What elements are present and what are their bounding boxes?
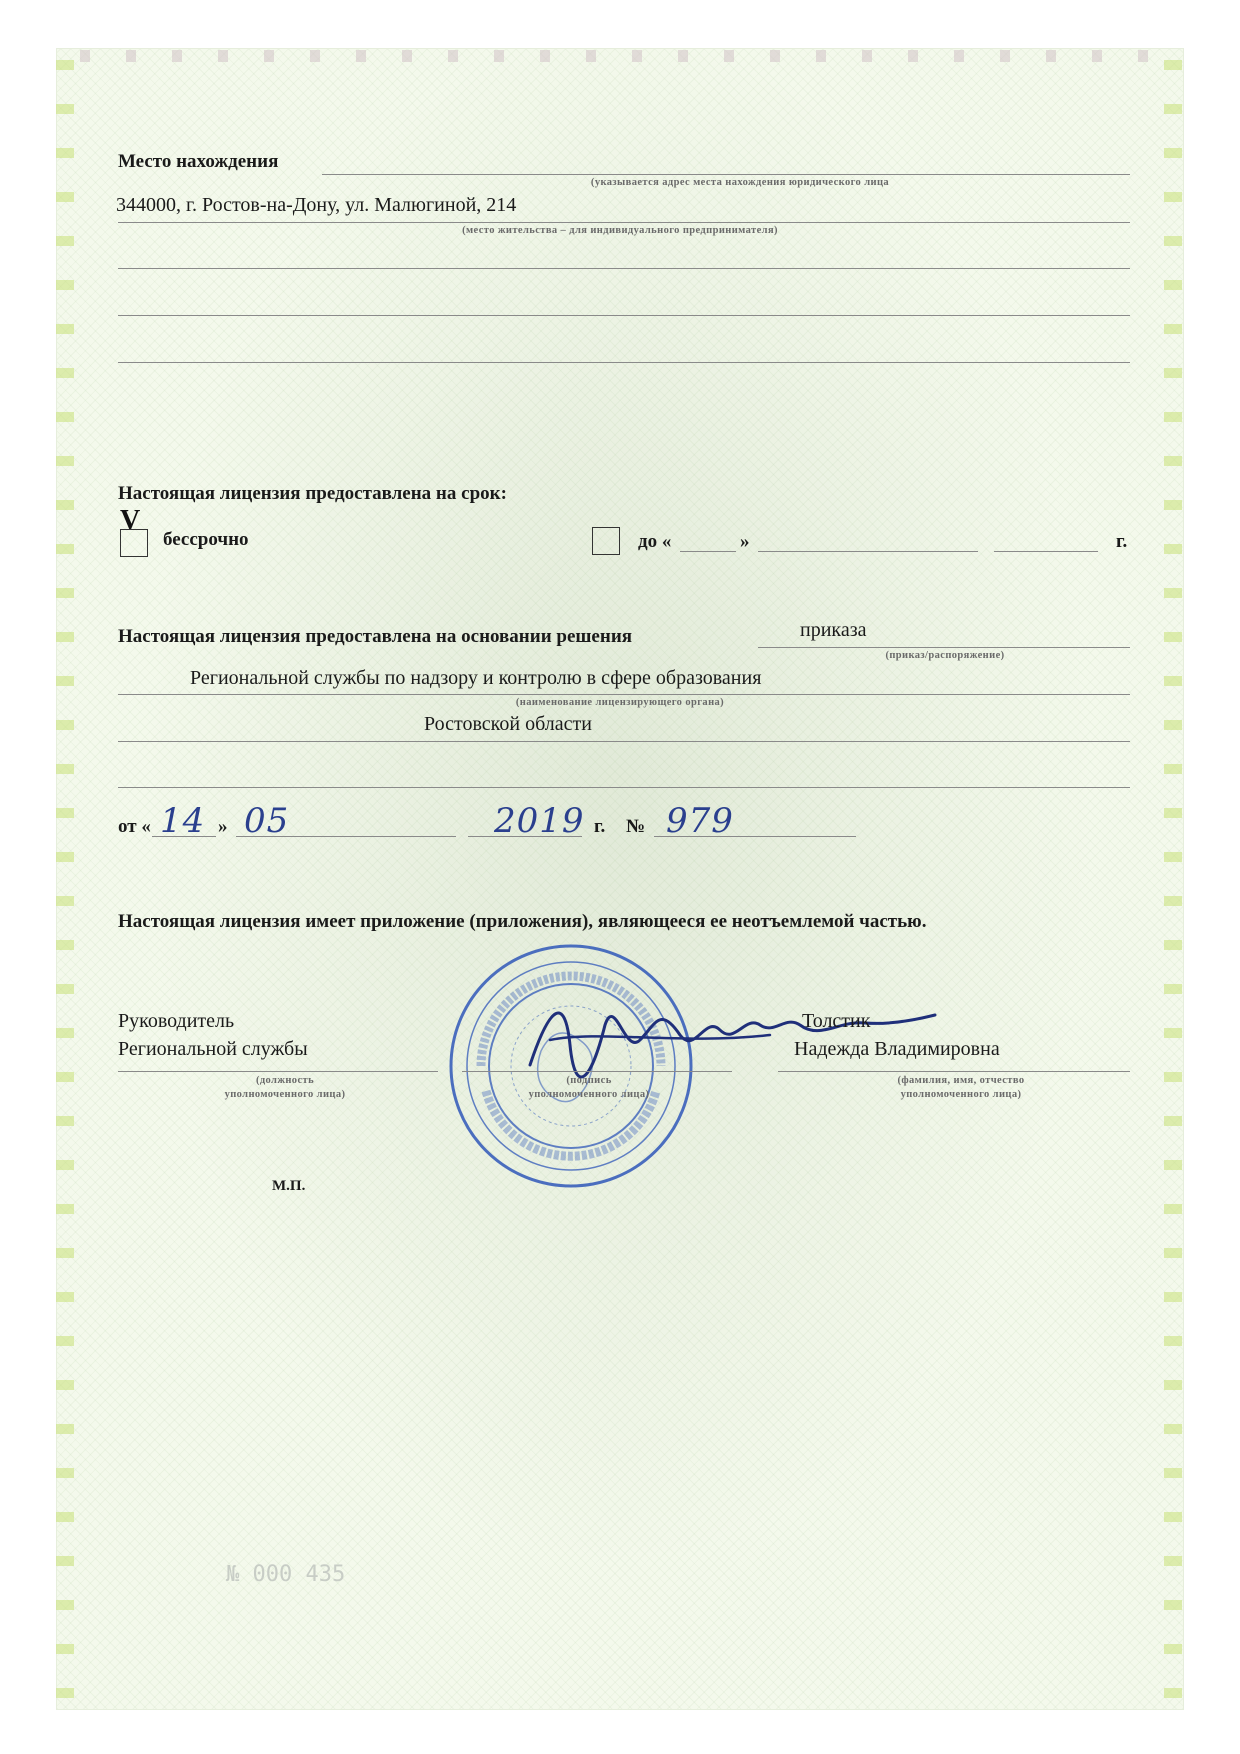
check-mark: V [120,505,141,536]
position-line [118,1071,438,1072]
until-mid: » [740,531,750,552]
basis-type-line [758,647,1130,648]
caption-position-1: (должность [255,1075,315,1086]
caption-decision-type: (приказ/распоряжение) [885,650,1005,661]
signatory-surname: Толстик [802,1010,871,1032]
seal-place-label: М.П. [272,1178,306,1194]
date-year: 2019 [494,801,585,841]
caption-name-1: (фамилия, имя, отчество [897,1075,1025,1086]
security-border-right [1164,60,1182,1700]
authority-underline-3 [118,787,1130,788]
name-line [778,1071,1130,1072]
appendix-note: Настоящая лицензия имеет приложение (приложения), являющееся ее неотъемлемой частью. [118,911,927,932]
caption-legal-address: (указывается адрес места нахождения юридического лица [590,177,890,188]
authority-underline-2 [118,741,1130,742]
date-after-day: » [218,816,228,837]
signature-line [462,1071,732,1072]
blank-serial-number: № 000 435 [226,1562,346,1587]
number-line [654,836,856,837]
until-day-line [680,551,736,552]
term-heading: Настоящая лицензия предоставлена на срок: [118,483,507,504]
caption-name-2: уполномоченного лица) [900,1089,1022,1100]
signatory-name: Надежда Владимировна [794,1038,1000,1060]
position-line-2: Региональной службы [118,1038,308,1060]
location-line-4 [118,315,1130,316]
option-unlimited-label: бессрочно [163,529,249,550]
position-line-1: Руководитель [118,1010,235,1032]
until-year-line [994,551,1098,552]
date-year-suffix: г. [594,816,606,837]
until-suffix: г. [1116,531,1128,552]
caption-position-2: уполномоченного лица) [224,1089,346,1100]
caption-signature-2: уполномоченного лица) [528,1089,650,1100]
date-day: 14 [160,801,206,841]
security-border-top [80,50,1160,62]
location-line-1 [322,174,1130,175]
basis-heading: Настоящая лицензия предоставлена на основании решения [118,626,633,647]
until-month-line [758,551,978,552]
until-prefix: до « [638,531,672,552]
license-sheet [56,48,1184,1710]
checkbox-until-date[interactable] [592,527,620,555]
checkbox-unlimited[interactable] [120,529,148,557]
security-border-left [56,60,74,1700]
date-year-line [468,836,582,837]
caption-authority: (наименование лицензирующего органа) [515,697,725,708]
location-line-2 [118,222,1130,223]
license-number: 979 [666,801,734,841]
date-month: 05 [244,801,290,841]
decision-type-value: приказа [800,619,867,641]
caption-individual-address: (место жительства – для индивидуального предпринимателя) [462,225,778,236]
authority-line-1: Региональной службы по надзору и контролю в сфере образования [190,667,762,689]
authority-underline-1 [118,694,1130,695]
caption-signature-1: (подпись [566,1075,612,1086]
number-sign: № [626,816,646,837]
date-month-line [236,836,456,837]
date-prefix: от « [118,816,151,837]
location-label: Место нахождения [118,151,279,172]
location-line-3 [118,268,1130,269]
authority-line-2: Ростовской области [424,713,592,735]
address-value: 344000, г. Ростов-на-Дону, ул. Малюгиной, 214 [116,194,517,216]
date-day-line [152,836,216,837]
location-line-5 [118,362,1130,363]
